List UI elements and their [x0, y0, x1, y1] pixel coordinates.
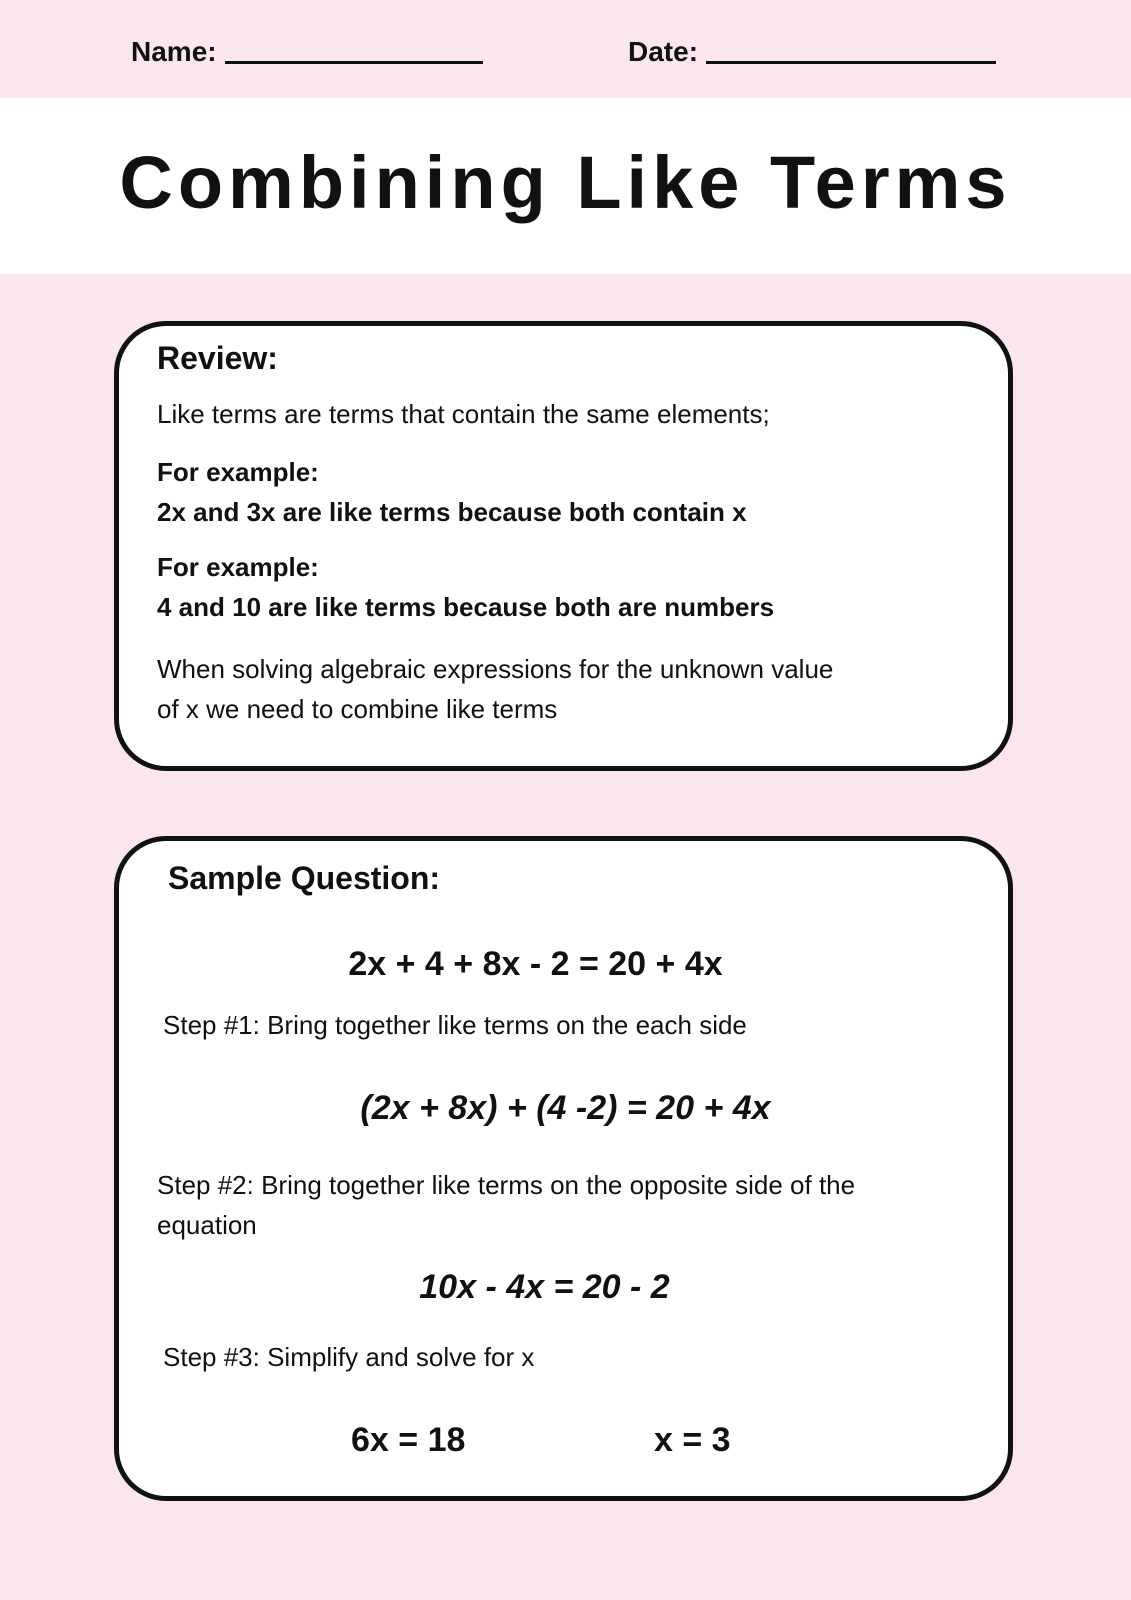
review-example2-text: 4 and 10 are like terms because both are numbers [157, 592, 775, 622]
review-closing-line1: When solving algebraic expressions for the unknown value [157, 654, 834, 684]
step3-text: Step #3: Simplify and solve for x [163, 1342, 535, 1372]
date-field[interactable] [628, 36, 996, 68]
step2-text-line2: equation [157, 1210, 257, 1240]
name-field[interactable] [131, 36, 483, 68]
step1-equation: (2x + 8x) + (4 -2) = 20 + 4x [360, 1089, 771, 1127]
step2-equation: 10x - 4x = 20 - 2 [419, 1268, 670, 1306]
name-label: Name: [131, 36, 217, 67]
name-blank-line[interactable] [225, 39, 483, 64]
review-example1-label: For example: [157, 457, 319, 487]
review-intro: Like terms are terms that contain the same elements; [157, 399, 770, 429]
title-band [0, 98, 1131, 274]
step3-equation-a: 6x = 18 [351, 1421, 466, 1459]
page-title: Combining Like Terms [119, 141, 1012, 224]
date-label: Date: [628, 36, 699, 67]
sample-equation: 2x + 4 + 8x - 2 = 20 + 4x [348, 945, 723, 983]
step3-equation-b: x = 3 [654, 1421, 731, 1459]
review-closing-line2: of x we need to combine like terms [157, 694, 558, 724]
date-blank-line[interactable] [706, 39, 996, 64]
step2-text-line1: Step #2: Bring together like terms on the opposite side of the [157, 1170, 856, 1200]
review-example1-text: 2x and 3x are like terms because both contain x [157, 497, 747, 527]
review-heading: Review: [157, 340, 278, 376]
header-fields [0, 0, 1131, 98]
review-card [114, 321, 1013, 771]
sample-question-card [114, 836, 1013, 1501]
review-example2-label: For example: [157, 552, 319, 582]
sample-heading: Sample Question: [168, 860, 441, 896]
step1-text: Step #1: Bring together like terms on the each side [163, 1010, 747, 1040]
